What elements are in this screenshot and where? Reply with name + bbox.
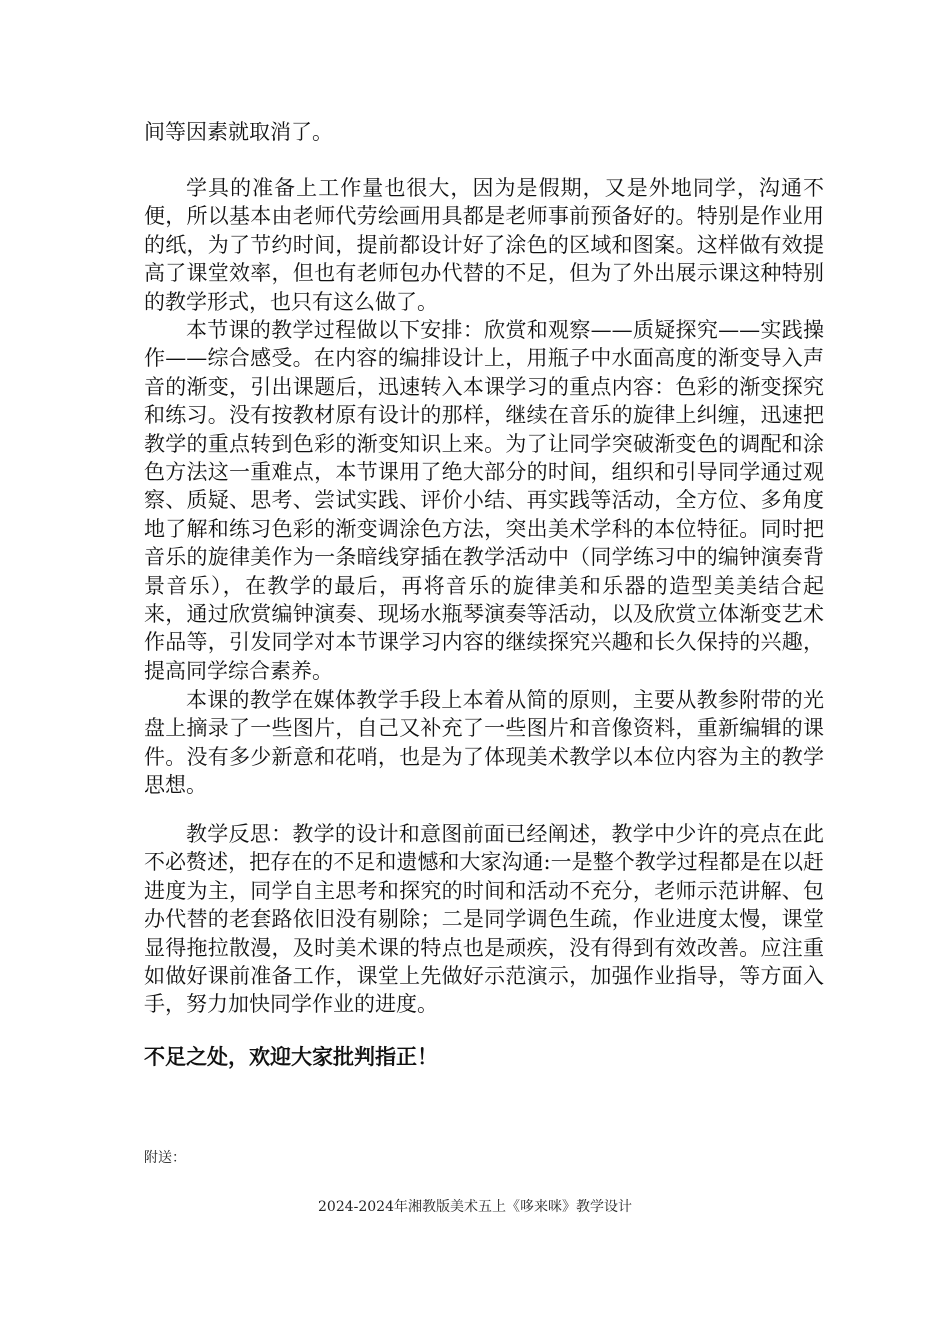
paragraph-continuation: 间等因素就取消了。 xyxy=(144,120,333,144)
attachment-label: 附送： xyxy=(144,1150,186,1166)
paragraph-teaching-process: 本节课的教学过程做以下安排：欣赏和观察——质疑探究——实践操作——综合感受。在内容的编排设计上，用瓶子中水面高度的渐变导入声音的渐变，引出课题后，迅速转入本课学习的重点内容：色彩的渐变探究和练习。没有按教材原有设计的那样，继续在音乐的旋律上纠缠，迅速把教学的重点转到色彩的渐变知识上来。为了让同学突破渐变色的调配和涂色方法这一重难点，本节课用了绝大部分的时间，组织和引导同学通过观察、质疑、思考、尝试实践、评价小结、再实践等活动，全方位、多角度地了解和练习色彩的渐变调涂色方法，突出美术学科的本位特征。同时把音乐的旋律美作为一条暗线穿插在教学活动中（同学练习中的编钟演奏背景音乐），在教学的最后，再将音乐的旋律美和乐器的造型美美结合起来，通过欣赏编钟演奏、现场水瓶琴演奏等活动，以及欣赏立体渐变艺术作品等，引发同学对本节课学习内容的继续探究兴趣和长久保持的兴趣，提高同学综合素养。 xyxy=(144,318,824,683)
paragraph-reflection: 教学反思：教学的设计和意图前面已经阐述，教学中少许的亮点在此不必赘述，把存在的不足和遗憾和大家沟通:一是整个教学过程都是在以赶进度为主，同学自主思考和探究的时间和活动不充分，老师示范讲解、包办代替的老套路依旧没有剔除；二是同学调色生疏，作业进度太慢，课堂显得拖拉散漫，及时美术课的特点也是顽疾，没有得到有效改善。应注重如做好课前准备工作，课堂上先做好示范演示，加强作业指导，等方面入手，努力加快同学作业的进度。 xyxy=(144,822,824,1017)
paragraph-materials: 学具的准备上工作量也很大，因为是假期，又是外地同学，沟通不便，所以基本由老师代劳绘画用具都是老师事前预备好的。特别是作业用的纸，为了节约时间，提前都设计好了涂色的区域和图案。这样做有效提高了课堂效率，但也有老师包办代替的不足，但为了外出展示课这种特别的教学形式，也只有这么做了。 xyxy=(144,176,824,314)
paragraph-media: 本课的教学在媒体教学手段上本着从简的原则，主要从教参附带的光盘上摘录了一些图片，自己又补充了一些图片和音像资料，重新编辑的课件。没有多少新意和花哨，也是为了体现美术教学以本位内容为主的教学思想。 xyxy=(144,688,824,798)
next-document-title: 2024-2024年湘教版美术五上《哆来咪》教学设计 xyxy=(318,1199,632,1215)
closing-remark: 不足之处，欢迎大家批判指正！ xyxy=(144,1045,438,1069)
